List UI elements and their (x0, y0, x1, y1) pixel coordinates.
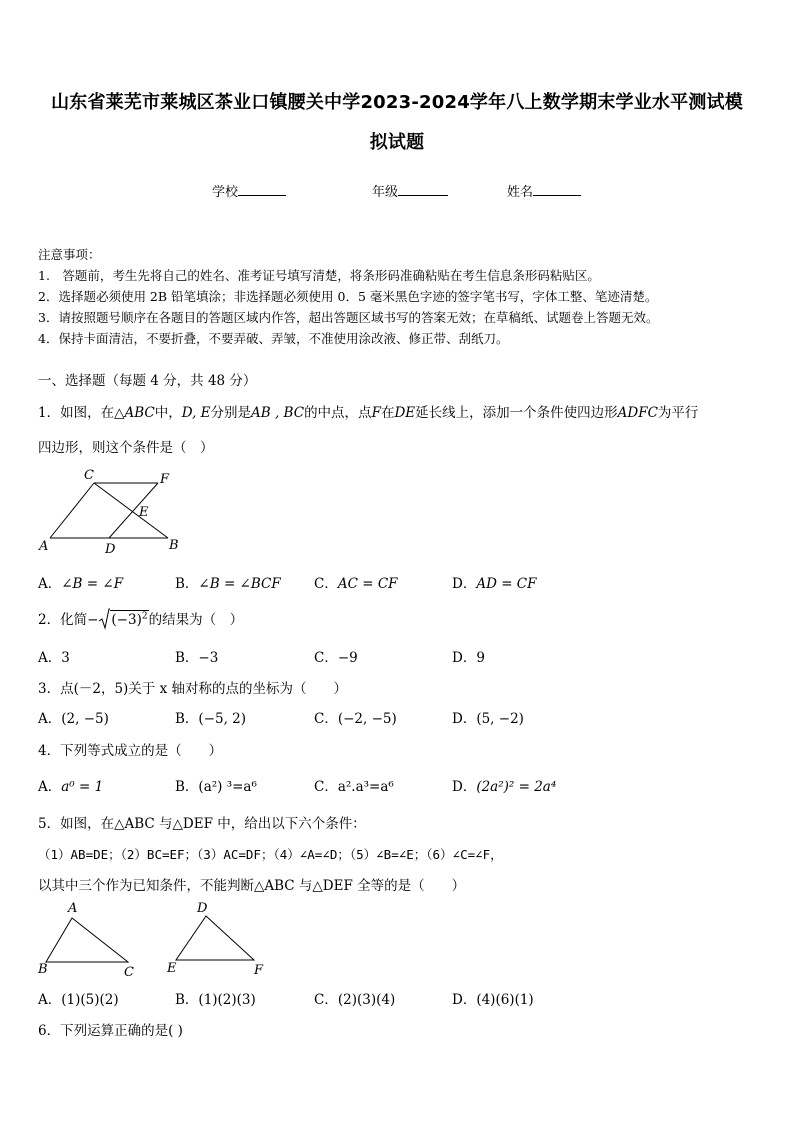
q1-figure (36, 466, 186, 556)
q1-text: 分别是 (210, 405, 252, 421)
notice-heading: 注意事项： (38, 247, 101, 262)
option-value: (2, −5) (61, 711, 109, 727)
segment-df (109, 483, 158, 538)
q2-text: 2．化简 (38, 612, 88, 628)
question-5-stem: 5．如图，在△ABC 与△DEF 中，给出以下六个条件： (38, 816, 366, 832)
q1-text: 的中点，点 (304, 405, 372, 421)
notice-item: 2．选择题必须使用 2B 铅笔填涂；非选择题必须使用 0．5 毫米黑色字迹的签字笔书写，字体工整、笔迹清楚。 (38, 289, 658, 304)
option-value: (4)(6)(1) (476, 992, 534, 1008)
radicand-base: (−3) (111, 612, 142, 628)
q5-option-d[interactable] (452, 988, 534, 1008)
option-label: D． (452, 992, 477, 1008)
triangle-def (176, 916, 254, 960)
grade-blank[interactable] (398, 182, 448, 196)
option-label: D． (452, 576, 477, 592)
label-b: B (169, 538, 179, 553)
q1-math: F (371, 405, 381, 421)
notice-item: 1. 答题前，考生先将自己的姓名、准考证号填写清楚，将条形码准确粘贴在考生信息条形码粘贴区。 (38, 268, 600, 283)
q1-option-b[interactable] (175, 572, 281, 592)
option-label: D． (452, 711, 477, 727)
segment-ac (50, 483, 94, 538)
segment-cb (94, 483, 168, 538)
q1-text: 在 (380, 405, 395, 421)
label-b: B (38, 962, 48, 977)
radicand (110, 610, 148, 628)
option-label: A． (38, 992, 62, 1008)
option-value: (1)(2)(3) (198, 992, 256, 1008)
q5-figure (36, 898, 276, 982)
question-1-stem (38, 401, 698, 421)
question-3-stem: 3．点(－2，5)关于 x 轴对称的点的坐标为（ ） (38, 681, 347, 697)
q2-option-b[interactable] (175, 646, 218, 666)
option-label: D． (452, 650, 477, 666)
option-value: a².a³=a⁶ (337, 779, 394, 795)
q3-option-d[interactable] (452, 707, 524, 727)
q5-option-c[interactable] (314, 988, 395, 1008)
option-value: −9 (337, 650, 358, 666)
q1-text: 延长线上，添加一个条件使四边形 (415, 405, 618, 421)
q4-option-b[interactable] (175, 775, 257, 795)
option-value: ∠B = ∠F (61, 576, 124, 592)
option-label: C． (314, 779, 338, 795)
option-value: 9 (476, 650, 485, 666)
q4-option-d[interactable] (452, 775, 556, 795)
label-f: F (160, 472, 170, 487)
question-6-stem: 6．下列运算正确的是( ) (38, 1023, 183, 1039)
option-value: (a²) ³=a⁶ (198, 779, 257, 795)
q4-option-a[interactable] (38, 775, 103, 795)
option-value: (−2, −5) (337, 711, 397, 727)
option-value: a⁰ = 1 (61, 779, 104, 795)
option-value: −3 (198, 650, 219, 666)
option-value: (1)(5)(2) (61, 992, 119, 1008)
q1-math: AB , BC (251, 405, 305, 421)
notice-item: 4．保持卡面清洁，不要折叠，不要弄破、弄皱，不准使用涂改液、修正带、刮纸刀。 (38, 331, 509, 346)
option-label: D． (452, 779, 477, 795)
question-4-stem: 4．下列等式成立的是（ ） (38, 743, 223, 759)
option-value: (2)(3)(4) (337, 992, 396, 1008)
exam-title-line1: 山东省莱芜市莱城区茶业口镇腰关中学2023-2024学年八上数学期末学业水平测试模 (51, 92, 743, 113)
q2-option-d[interactable] (452, 646, 485, 666)
option-label: B． (175, 711, 199, 727)
option-label: C． (314, 992, 338, 1008)
school-field[interactable] (212, 181, 286, 200)
option-label: A． (38, 650, 62, 666)
q1-option-c[interactable] (314, 572, 398, 592)
option-value: ∠B = ∠BCF (198, 576, 281, 592)
option-value: AC = CF (337, 576, 398, 592)
q1-math: D, E (181, 405, 211, 421)
option-label: A． (38, 711, 62, 727)
radicand-exponent: 2 (141, 611, 148, 622)
radical-sign-icon (98, 608, 110, 630)
label-d: D (105, 542, 116, 556)
school-label: 学校 (212, 185, 239, 200)
name-label: 姓名 (507, 185, 534, 200)
notice-item: 3．请按照题号顺序在各题目的答题区域内作答，超出答题区域书写的答案无效；在草稿纸、试题卷上答题无效。 (38, 310, 659, 325)
label-a: A (39, 539, 49, 554)
label-c: C (124, 965, 134, 980)
q1-math: △ABC (114, 405, 155, 421)
option-label: B． (175, 576, 199, 592)
option-label: A． (38, 576, 62, 592)
grade-label: 年级 (372, 185, 399, 200)
q3-option-b[interactable] (175, 707, 246, 727)
question-5-ask: 以其中三个作为已知条件，不能判断△ABC 与△DEF 全等的是（ ） (38, 878, 466, 894)
q3-option-a[interactable] (38, 707, 109, 727)
option-value: AD = CF (476, 576, 537, 592)
question-2-stem (38, 608, 243, 630)
q1-math: ADFC (617, 405, 658, 421)
q2-option-c[interactable] (314, 646, 358, 666)
q1-text: 1．如图，在 (38, 405, 115, 421)
option-label: C． (314, 576, 338, 592)
label-d: D (197, 901, 208, 916)
option-label: C． (314, 711, 338, 727)
q4-option-c[interactable] (314, 775, 394, 795)
exam-title-line2: 拟试题 (369, 132, 425, 153)
option-value: (−5, 2) (198, 711, 247, 727)
option-label: A． (38, 779, 62, 795)
q1-text: 为平行 (657, 405, 699, 421)
q2-option-a[interactable] (38, 646, 70, 666)
q1-text: 中， (154, 405, 182, 421)
grade-field[interactable] (372, 181, 448, 200)
option-value: 3 (61, 650, 70, 666)
option-value: (5, −2) (476, 711, 524, 727)
name-blank[interactable] (533, 182, 581, 196)
label-e: E (167, 961, 177, 976)
q2-text: 的结果为（ ） (148, 612, 244, 628)
school-blank[interactable] (238, 182, 286, 196)
option-label: C． (314, 650, 338, 666)
section-heading: 一、选择题（每题 4 分，共 48 分） (38, 373, 257, 389)
option-label: B． (175, 992, 199, 1008)
q1-option-a[interactable] (38, 572, 123, 592)
q1-option-d[interactable] (452, 572, 537, 592)
label-f: F (254, 963, 264, 978)
option-label: B． (175, 779, 199, 795)
triangle-abc (46, 918, 128, 962)
q1-math: DE (394, 405, 416, 421)
q5-option-b[interactable] (175, 988, 256, 1008)
question-1-stem-line2: 四边形，则这个条件是（ ） (38, 440, 214, 456)
q2-minus: − (87, 612, 99, 628)
q5-option-a[interactable] (38, 988, 119, 1008)
question-5-conditions: （1）AB=DE；（2）BC=EF；（3）AC=DF；（4）∠A=∠D；（5）∠B=∠E；（6）∠C=∠F， (38, 847, 503, 862)
label-a: A (68, 901, 78, 916)
option-label: B． (175, 650, 199, 666)
option-value: (2a²)² = 2a⁴ (476, 779, 557, 795)
square-root (98, 608, 148, 630)
label-e: E (139, 505, 149, 520)
label-c: C (84, 468, 94, 483)
q3-option-c[interactable] (314, 707, 397, 727)
name-field[interactable] (507, 181, 581, 200)
